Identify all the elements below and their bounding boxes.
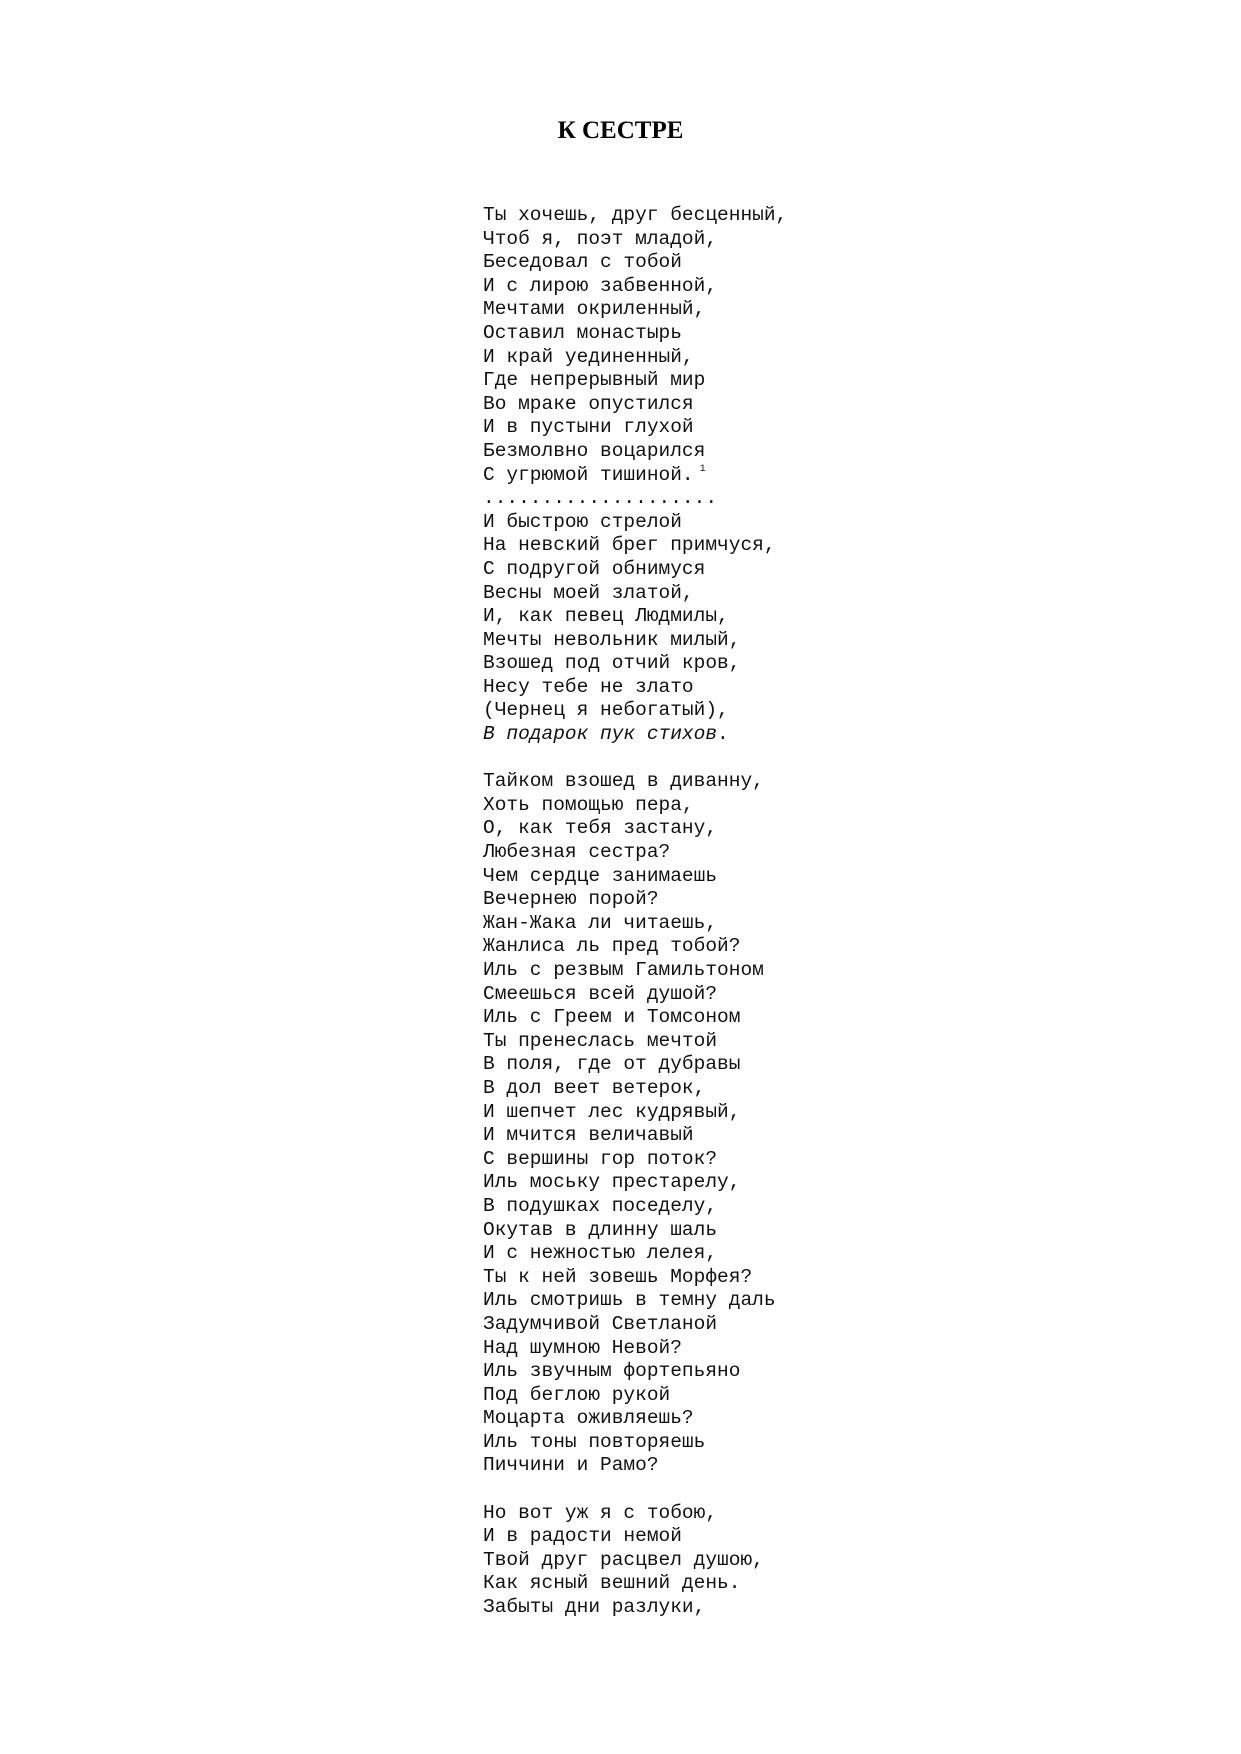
poem-line-text: Любезная сестра?: [483, 841, 671, 864]
poem-line-text: Во мраке опустился: [483, 392, 694, 415]
poem-line: [483, 346, 787, 370]
stanza-3: [483, 1502, 787, 1620]
poem-line-text: Твой друг расцвел душою,: [483, 1548, 764, 1571]
poem-line: [483, 511, 787, 535]
poem-line: [483, 251, 787, 275]
poem-line: [483, 699, 787, 723]
italic-text: В подарок пук стихов: [483, 723, 718, 746]
poem-line: [483, 794, 787, 818]
poem-line-text: Чем сердце занимаешь: [483, 864, 718, 887]
poem-line-text: И с лирою забвенной,: [483, 274, 718, 297]
poem-line: [483, 204, 787, 228]
poem-line-text: Ты хочешь, друг бесценный,: [483, 204, 788, 226]
poem-line: [483, 1572, 787, 1596]
poem-line-italic: [483, 723, 787, 747]
poem-line-text: И край уединенный,: [483, 345, 694, 368]
poem-line-text: Как ясный вешний день.: [483, 1572, 741, 1595]
poem-line: [483, 1124, 787, 1148]
poem-line-text: Моцарта оживляешь?: [483, 1407, 694, 1430]
poem-line-text: Мечтами окриленный,: [483, 298, 706, 321]
poem-line: [483, 1289, 787, 1313]
poem-line: [483, 1407, 787, 1431]
poem-line: [483, 1525, 787, 1549]
poem-line: [483, 1006, 787, 1030]
stanza-gap: [483, 1478, 787, 1502]
poem-line: [483, 652, 787, 676]
poem-line-text: Иль тоны повторяешь: [483, 1430, 706, 1453]
stanza-1: [483, 204, 787, 723]
poem-line: [483, 487, 787, 511]
poem-line-text: Ты к ней зовешь Морфея?: [483, 1265, 753, 1288]
poem-line: [483, 369, 787, 393]
poem-line: [483, 1030, 787, 1054]
poem-line-text: Ты пренеслась мечтой: [483, 1029, 718, 1052]
poem-line: [483, 1502, 787, 1526]
poem-line-text: И с нежностью лелея,: [483, 1242, 718, 1265]
poem-title: К СЕСТРЕ: [557, 117, 684, 144]
poem-line-text: В поля, где от дубравы: [483, 1053, 741, 1076]
poem-line: [483, 534, 787, 558]
poem-line: [483, 1337, 787, 1361]
poem-line: [483, 1384, 787, 1408]
poem-line: [483, 275, 787, 299]
poem-line-text: Где непрерывный мир: [483, 369, 706, 392]
poem-line: [483, 1431, 787, 1455]
poem-line-text: Вечернею порой?: [483, 888, 659, 911]
stanza-gap: [483, 747, 787, 771]
poem-line-text: Чтоб я, поэт младой,: [483, 227, 718, 250]
poem-line: [483, 464, 787, 488]
poem-line-text: Хоть помощью пера,: [483, 793, 694, 816]
poem-line: [483, 1313, 787, 1337]
poem-line-text: Оставил монастырь: [483, 321, 682, 344]
poem-line-text: В дол веет ветерок,: [483, 1076, 706, 1099]
poem-line-text: И в радости немой: [483, 1525, 682, 1548]
poem-line: [483, 582, 787, 606]
poem-line: [483, 676, 787, 700]
poem-line: [483, 888, 787, 912]
italic-line-end: .: [717, 723, 729, 746]
poem-line: [483, 865, 787, 889]
poem-line: [483, 228, 787, 252]
poem-line: [483, 322, 787, 346]
poem-line: [483, 1077, 787, 1101]
poem-line: [483, 393, 787, 417]
poem-line: [483, 558, 787, 582]
poem-line: [483, 1454, 787, 1478]
poem-line-text: Иль смотришь в темну даль: [483, 1289, 776, 1312]
poem-line: [483, 912, 787, 936]
poem-line-text: (Чернец я небогатый),: [483, 699, 729, 722]
stanza-2: [483, 770, 787, 1478]
poem-line-text: Жанлиса ль пред тобой?: [483, 935, 741, 958]
poem-line: [483, 1242, 787, 1266]
poem-line: [483, 1549, 787, 1573]
poem-line-text: Мечты невольник милый,: [483, 628, 741, 651]
poem-line: [483, 1053, 787, 1077]
poem-line: [483, 1148, 787, 1172]
poem-line-text: Под беглою рукой: [483, 1383, 671, 1406]
poem-line-text: С вершины гор поток?: [483, 1147, 718, 1170]
poem-line: [483, 605, 787, 629]
poem-body: [483, 204, 787, 1620]
poem-line: [483, 1171, 787, 1195]
poem-line-text: Беседовал с тобой: [483, 251, 682, 274]
poem-line: [483, 817, 787, 841]
poem-line-text: Но вот уж я с тобою,: [483, 1501, 718, 1524]
poem-line-text: И быстрою стрелой: [483, 510, 682, 533]
poem-line-text: С угрюмой тишиной.: [483, 463, 694, 486]
poem-line-text: С подругой обнимуся: [483, 557, 706, 580]
poem-line: [483, 935, 787, 959]
poem-line: [483, 841, 787, 865]
poem-line-text: О, как тебя застану,: [483, 817, 718, 840]
poem-line-text: Окутав в длинну шаль: [483, 1218, 718, 1241]
poem-line-text: Тайком взошед в диванну,: [483, 770, 764, 793]
poem-line-text: Забыты дни разлуки,: [483, 1596, 706, 1619]
poem-line-text: Иль с резвым Гамильтоном: [483, 959, 764, 981]
poem-line-text: Иль моську престарелу,: [483, 1171, 741, 1194]
poem-line-text: Безмолвно воцарился: [483, 439, 706, 462]
poem-line-text: Иль звучным фортепьяно: [483, 1360, 741, 1383]
poem-line-text: Взошед под отчий кров,: [483, 652, 741, 675]
poem-line: [483, 1195, 787, 1219]
poem-line: [483, 440, 787, 464]
poem-line: [483, 1101, 787, 1125]
poem-line: [483, 416, 787, 440]
poem-line-text: И в пустыни глухой: [483, 416, 694, 439]
poem-line-text: Весны моей златой,: [483, 581, 694, 604]
poem-line: [483, 629, 787, 653]
poem-line: [483, 1596, 787, 1620]
poem-line: [483, 1266, 787, 1290]
poem-line: [483, 770, 787, 794]
poem-line-text: Задумчивой Светланой: [483, 1312, 718, 1335]
poem-line-text: И шепчет лес кудрявый,: [483, 1100, 741, 1123]
poem-line: [483, 1360, 787, 1384]
poem-line-text: На невский брег примчуся,: [483, 534, 776, 557]
poem-line-text: ....................: [483, 487, 718, 510]
poem-line-text: В подушках поседелу,: [483, 1194, 718, 1217]
poem-line-text: И мчится величавый: [483, 1124, 694, 1147]
poem-line-text: Жан-Жака ли читаешь,: [483, 911, 718, 934]
poem-line-text: Смеешься всей душой?: [483, 982, 718, 1005]
poem-line-text: Над шумною Невой?: [483, 1336, 682, 1359]
poem-line-text: И, как певец Людмилы,: [483, 605, 729, 628]
poem-line-text: Несу тебе не злато: [483, 675, 694, 698]
poem-line: [483, 298, 787, 322]
poem-line-text: Пиччини и Рамо?: [483, 1454, 659, 1477]
footnote-marker[interactable]: 1: [699, 463, 706, 475]
poem-line: [483, 959, 787, 983]
poem-line: [483, 1219, 787, 1243]
poem-line: [483, 983, 787, 1007]
poem-line-text: Иль с Греем и Томсоном: [483, 1006, 741, 1029]
